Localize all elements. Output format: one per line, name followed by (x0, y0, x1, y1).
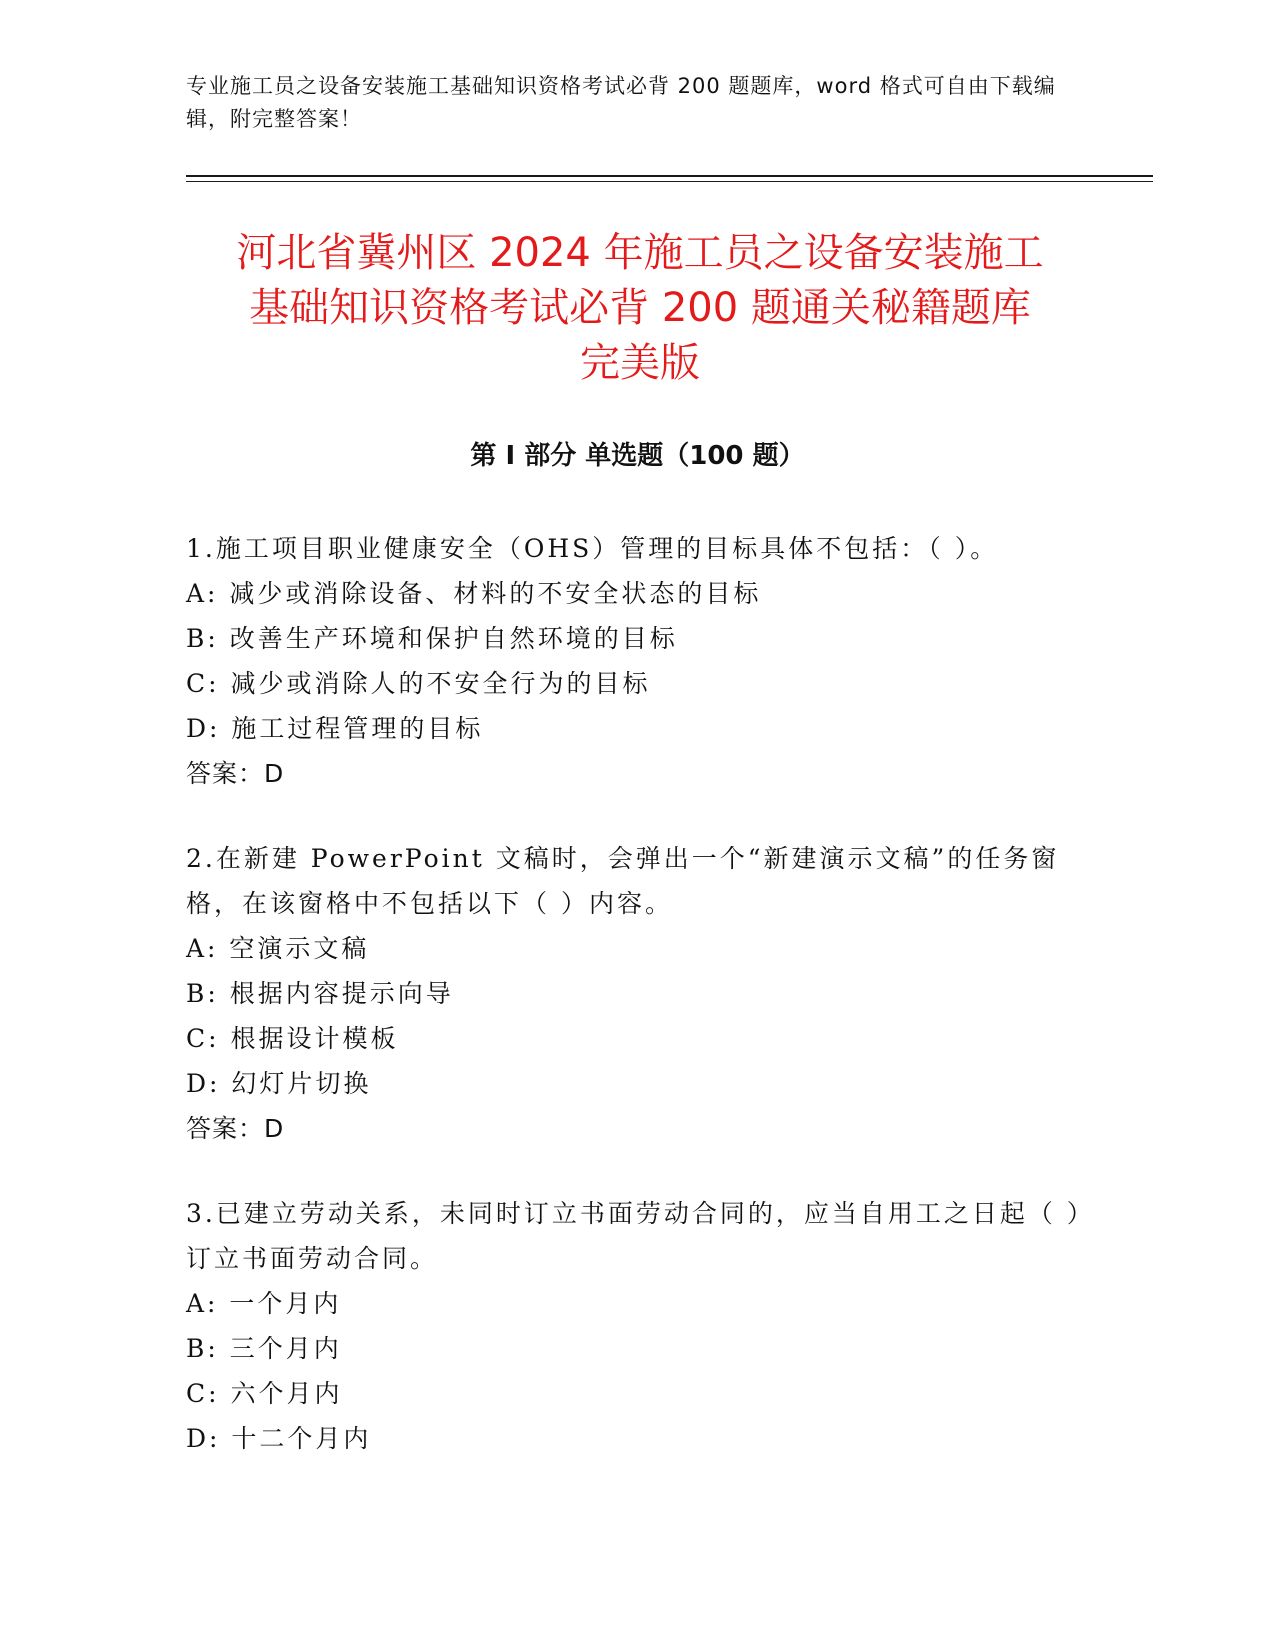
option-d: D: 幻灯片切换 (186, 1069, 372, 1098)
header-rule-thick (186, 175, 1153, 177)
question-3 (186, 1191, 1086, 1461)
section-heading: 第 I 部分 单选题（100 题） (470, 441, 805, 471)
option-d: D: 十二个月内 (186, 1424, 372, 1453)
option-b: B: 改善生产环境和保护自然环境的目标 (186, 624, 678, 653)
option-a: A: 减少或消除设备、材料的不安全状态的目标 (186, 579, 762, 608)
header-note: 专业施工员之设备安装施工基础知识资格考试必背 200 题题库，word 格式可自由下载编辑，附完整答案！ (186, 74, 1056, 131)
answer: 答案：D (186, 1114, 285, 1143)
header-rule-thin (186, 181, 1153, 182)
question-stem: 1.施工项目职业健康安全（OHS）管理的目标具体不包括：（ ）。 (186, 534, 999, 563)
option-c: C: 根据设计模板 (186, 1024, 399, 1053)
option-b: B: 根据内容提示向导 (186, 979, 454, 1008)
question-2 (186, 836, 1086, 1151)
option-a: A: 一个月内 (186, 1289, 342, 1318)
question-stem: 2.在新建 PowerPoint 文稿时，会弹出一个“新建演示文稿”的任务窗格，在该窗格中不包括以下（ ）内容。 (186, 844, 1060, 918)
document-title-line-2: 基础知识资格考试必背 200 题通关秘籍题库 (249, 285, 1031, 331)
document-title-line-1: 河北省冀州区 2024 年施工员之设备安装施工 (236, 230, 1044, 276)
document-title-line-3: 完美版 (580, 340, 700, 386)
question-stem: 3.已建立劳动关系，未同时订立书面劳动合同的，应当自用工之日起（ ）订立书面劳动合同。 (186, 1199, 1083, 1273)
option-d: D: 施工过程管理的目标 (186, 714, 484, 743)
question-1 (186, 526, 1086, 796)
option-c: C: 减少或消除人的不安全行为的目标 (186, 669, 651, 698)
option-b: B: 三个月内 (186, 1334, 342, 1363)
option-a: A: 空演示文稿 (186, 934, 370, 963)
option-c: C: 六个月内 (186, 1379, 343, 1408)
answer: 答案：D (186, 759, 285, 788)
document-title (140, 226, 1140, 391)
question-list (186, 526, 1086, 1501)
